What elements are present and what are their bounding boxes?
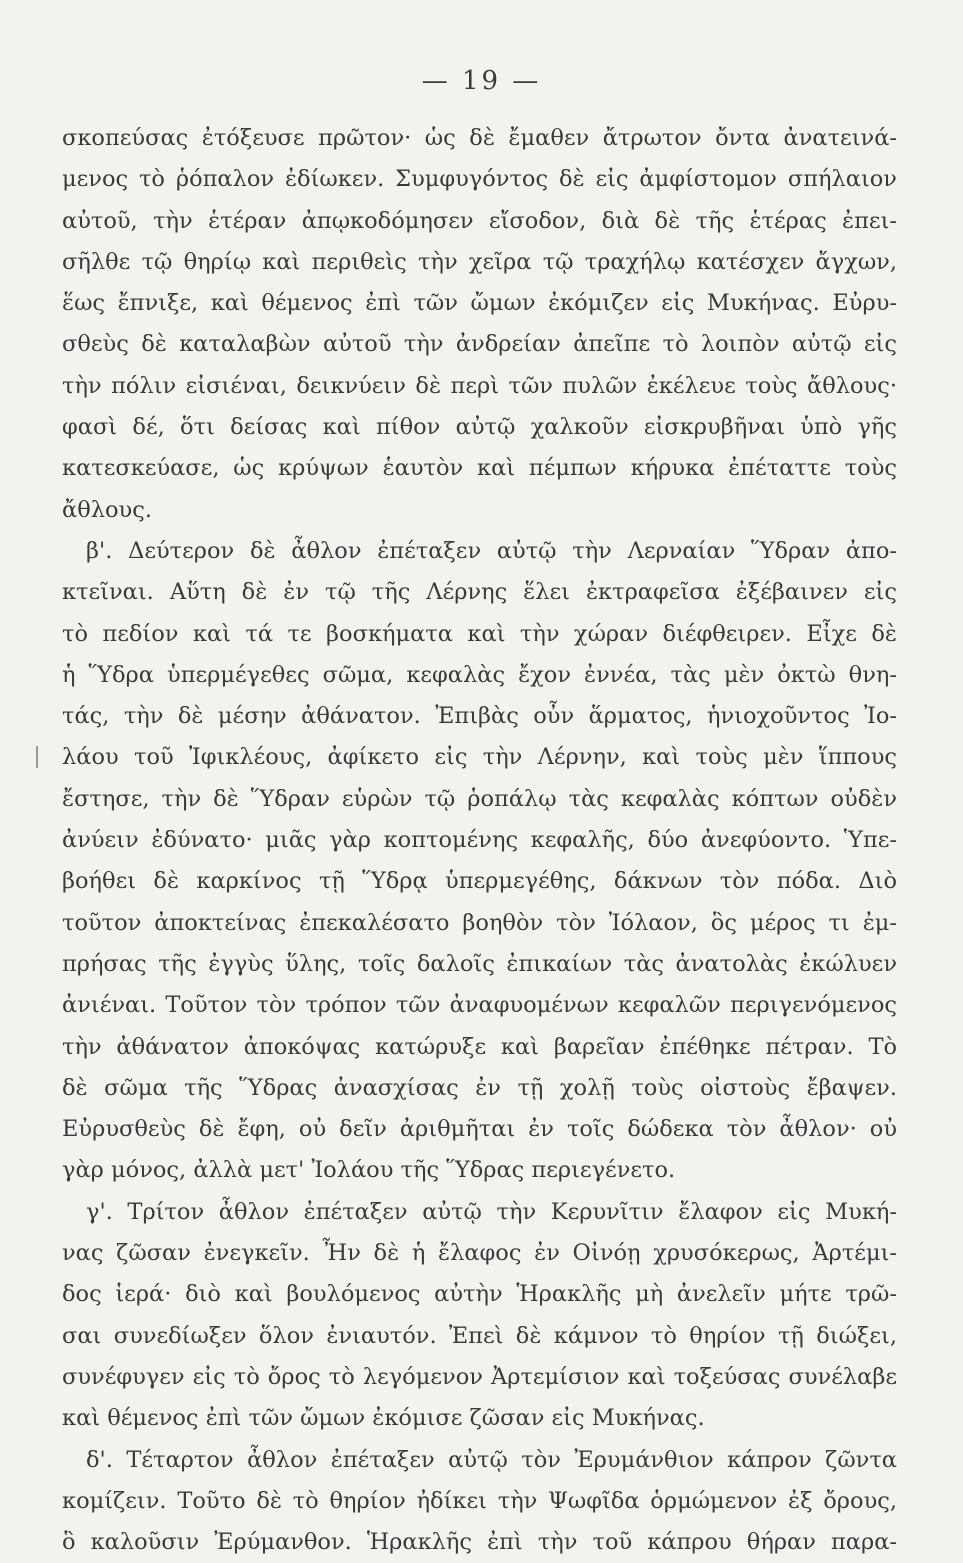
text-line: γὰρ μόνος, ἀλλὰ μετ' Ἰολάου τῆς Ὕδρας περιεγένετο. (62, 1157, 676, 1184)
text-line: κομίζειν. Τοῦτο δὲ τὸ θηρίον ἠδίκει τὴν Ψωφῖδα ὁρμώμενον ἐξ ὄρους, (62, 1487, 897, 1514)
text-line: αὐτοῦ, τὴν ἑτέραν ἀπῳκοδόμησεν εἴσοδον, διὰ δὲ τῆς ἑτέρας ἐπει- (62, 207, 897, 234)
text-line: τὸ πεδίον καὶ τά τε βοσκήματα καὶ τὴν χώραν διέφθειρεν. Εἶχε δὲ (62, 620, 897, 647)
text-line: τὴν πόλιν εἰσιέναι, δεικνύειν δὲ περὶ τῶν πυλῶν ἐκέλευε τοὺς ἄθλους· (62, 372, 897, 399)
text-line: σκοπεύσας ἐτόξευσε πρῶτον· ὡς δὲ ἔμαθεν ἄτρωτον ὄντα ἀνατεινά- (62, 125, 897, 151)
text-line: β'. Δεύτερον δὲ ἆθλον ἐπέταξεν αὐτῷ τὴν Λερναίαν Ὕδραν ἀπο- (86, 537, 897, 564)
text-line: ἄθλους. (62, 496, 152, 523)
text-line: δ'. Τέταρτον ἆθλον ἐπέταξεν αὐτῷ τὸν Ἐρυμάνθιον κάπρον ζῶντα (86, 1446, 897, 1473)
text-line: κατεσκεύασε, ὡς κρύψων ἑαυτὸν καὶ πέμπων κήρυκα ἐπέταττε τοὺς (62, 455, 897, 482)
text-line: ἀνιέναι. Τοῦτον τὸν τρόπον τῶν ἀναφυομένων κεφαλῶν περιγενόμενος (62, 992, 897, 1019)
text-line: τὴν ἀθάνατον ἀποκόψας κατώρυξε καὶ βαρεῖαν ἐπέθηκε πέτραν. Τὸ (62, 1033, 897, 1060)
text-line: ὃ καλοῦσιν Ἐρύμανθον. Ἡρακλῆς ἐπὶ τὴν τοῦ κάπρου θήραν παρα- (62, 1529, 897, 1556)
text-line: σῆλθε τῷ θηρίῳ καὶ περιθεὶς τὴν χεῖρα τῷ τραχήλῳ κατέσχεν ἄγχων, (62, 248, 897, 275)
text-line: καὶ θέμενος ἐπὶ τῶν ὤμων ἐκόμισε ζῶσαν εἰς Μυκήνας. (62, 1405, 705, 1432)
text-line: συνέφυγεν εἰς τὸ ὄρος τὸ λεγόμενον Ἀρτεμίσιον καὶ τοξεύσας συνέλαβε (62, 1363, 897, 1390)
text-line: ἀνύειν ἐδύνατο· μιᾶς γὰρ κοπτομένης κεφαλῆς, δύο ἀνεφύοντο. Ὑπε- (62, 827, 897, 854)
text-line: κτεῖναι. Αὕτη δὲ ἐν τῷ τῆς Λέρνης ἕλει ἐκτραφεῖσα ἐξέβαινεν εἰς (62, 579, 897, 606)
text-line: ἔστησε, τὴν δὲ Ὕδραν εὑρὼν τῷ ῥοπάλῳ τὰς κεφαλὰς κόπτων οὐδὲν (62, 785, 897, 812)
text-line: φασὶ δέ, ὅτι δείσας καὶ πίθον αὐτῷ χαλκοῦν εἰσκρυβῆναι ὑπὸ γῆς (62, 414, 897, 441)
text-line: ἡ Ὕδρα ὑπερμέγεθες σῶμα, κεφαλὰς ἔχον ἐννέα, τὰς μὲν ὀκτὼ θνη- (62, 661, 897, 688)
text-line: βοήθει δὲ καρκίνος τῇ Ὕδρᾳ ὑπερμεγέθης, δάκνων τὸν πόδα. Διὸ (62, 868, 897, 895)
text-line: Εὐρυσθεὺς δὲ ἔφη, οὐ δεῖν ἀριθμῆται ἐν τοῖς δώδεκα τὸν ἆθλον· οὐ (62, 1116, 897, 1143)
text-line: σθεὺς δὲ καταλαβὼν αὐτοῦ τὴν ἀνδρείαν ἀπεῖπε τὸ λοιπὸν αὐτῷ εἰς (62, 331, 897, 358)
text-line: δος ἱερά· διὸ καὶ βουλόμενος αὐτὴν Ἡρακλῆς μὴ ἀνελεῖν μήτε τρῶ- (62, 1281, 897, 1308)
text-line: ἕως ἔπνιξε, καὶ θέμενος ἐπὶ τῶν ὤμων ἐκόμιζεν εἰς Μυκήνας. Εὐρυ- (62, 290, 897, 317)
text-line: γ'. Τρίτον ἆθλον ἐπέταξεν αὐτῷ τὴν Κερυνῖτιν ἔλαφον εἰς Μυκή- (86, 1198, 897, 1225)
body-text (62, 118, 897, 1563)
text-line: νας ζῶσαν ἐνεγκεῖν. Ἦν δὲ ἡ ἔλαφος ἐν Οἰνόῃ χρυσόκερως, Ἀρτέμι- (62, 1240, 897, 1267)
text-line: λάου τοῦ Ἰφικλέους, ἀφίκετο εἰς τὴν Λέρνην, καὶ τοὺς μὲν ἵππους (62, 744, 897, 771)
margin-mark (36, 746, 38, 768)
text-line: πρήσας τῆς ἐγγὺς ὕλης, τοῖς δαλοῖς ἐπικαίων τὰς ἀνατολὰς ἐκώλυεν (62, 950, 897, 977)
text-line: σαι συνεδίωξεν ὅλον ἐνιαυτόν. Ἐπεὶ δὲ κάμνον τὸ θηρίον τῇ διώξει, (62, 1322, 897, 1349)
page-number: — 19 — (421, 66, 542, 96)
text-line: μενος τὸ ῥόπαλον ἐδίωκεν. Συμφυγόντος δὲ εἰς ἀμφίστομον σπήλαιον (62, 166, 897, 193)
text-line: τοῦτον ἀποκτείνας ἐπεκαλέσατο βοηθὸν τὸν Ἰόλαον, ὃς μέρος τι ἐμ- (62, 909, 897, 936)
text-line: δὲ σῶμα τῆς Ὕδρας ἀνασχίσας ἐν τῇ χολῇ τοὺς οἰστοὺς ἔβαψεν. (62, 1074, 897, 1101)
text-line: τάς, τὴν δὲ μέσην ἀθάνατον. Ἐπιβὰς οὖν ἅρματος, ἡνιοχοῦντος Ἰο- (62, 703, 897, 730)
